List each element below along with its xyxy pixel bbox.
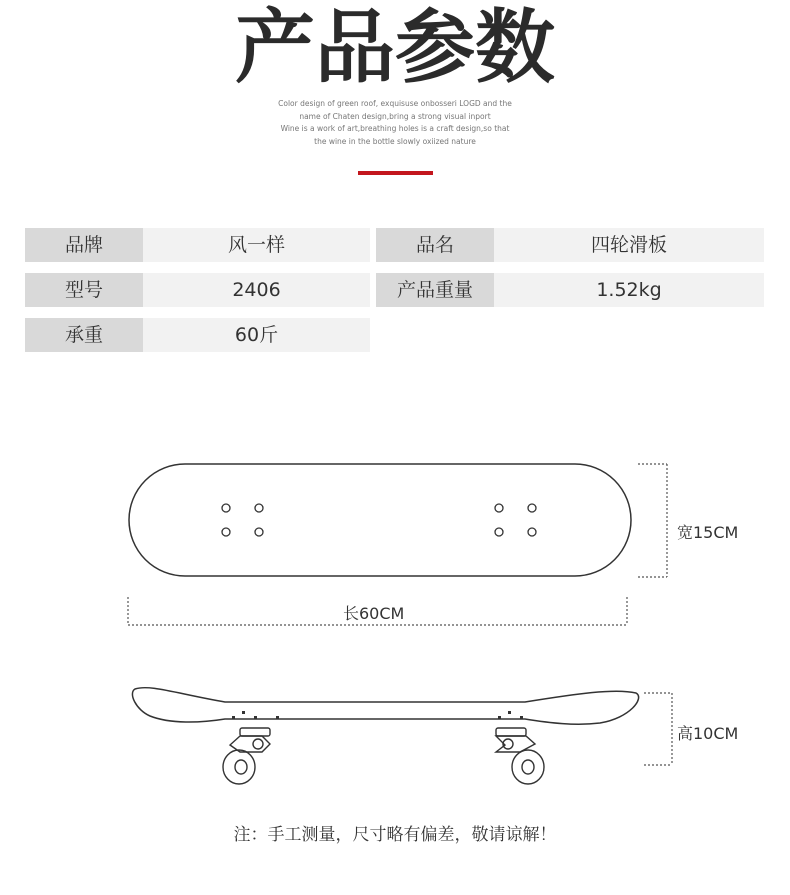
width-dimension-line — [638, 464, 667, 577]
side-bolts — [232, 711, 523, 719]
subtitle-line: the wine in the bottle slowly oxiized nature — [314, 136, 476, 146]
measurement-note: 注：手工测量，尺寸略有偏差，敬请谅解！ — [233, 825, 557, 845]
mounting-holes — [222, 504, 536, 536]
deck-top-view — [129, 464, 631, 576]
spec-value: 1.52kg — [494, 273, 764, 307]
left-truck — [230, 728, 270, 752]
spec-value: 2406 — [143, 273, 370, 307]
subtitle-line: Color design of green roof, exquisuse onbosseri LOGD and the — [278, 99, 512, 108]
deck-side-view — [132, 688, 638, 725]
spec-key: 产品重量 — [376, 273, 494, 307]
spec-key: 承重 — [25, 318, 143, 352]
spec-value: 四轮滑板 — [494, 228, 764, 262]
spec-key: 型号 — [25, 273, 143, 307]
height-label: 高10CM — [677, 724, 739, 743]
subtitle-line: Wine is a work of art,breathing holes is a craft design,so that — [280, 124, 510, 133]
spec-key: 品名 — [376, 228, 494, 262]
right-truck — [496, 728, 535, 752]
width-label: 宽15CM — [677, 523, 739, 542]
spec-value: 风一样 — [143, 228, 370, 262]
length-label: 长60CM — [343, 604, 405, 623]
spec-key: 品牌 — [25, 228, 143, 262]
left-wheel — [223, 750, 255, 784]
page-title: 产品参数 — [235, 1, 555, 94]
spec-value: 60斤 — [143, 318, 370, 352]
height-dimension-line — [644, 693, 672, 765]
right-wheel — [512, 750, 544, 784]
subtitle-line: name of Chaten design,bring a strong visual inport — [299, 111, 491, 121]
